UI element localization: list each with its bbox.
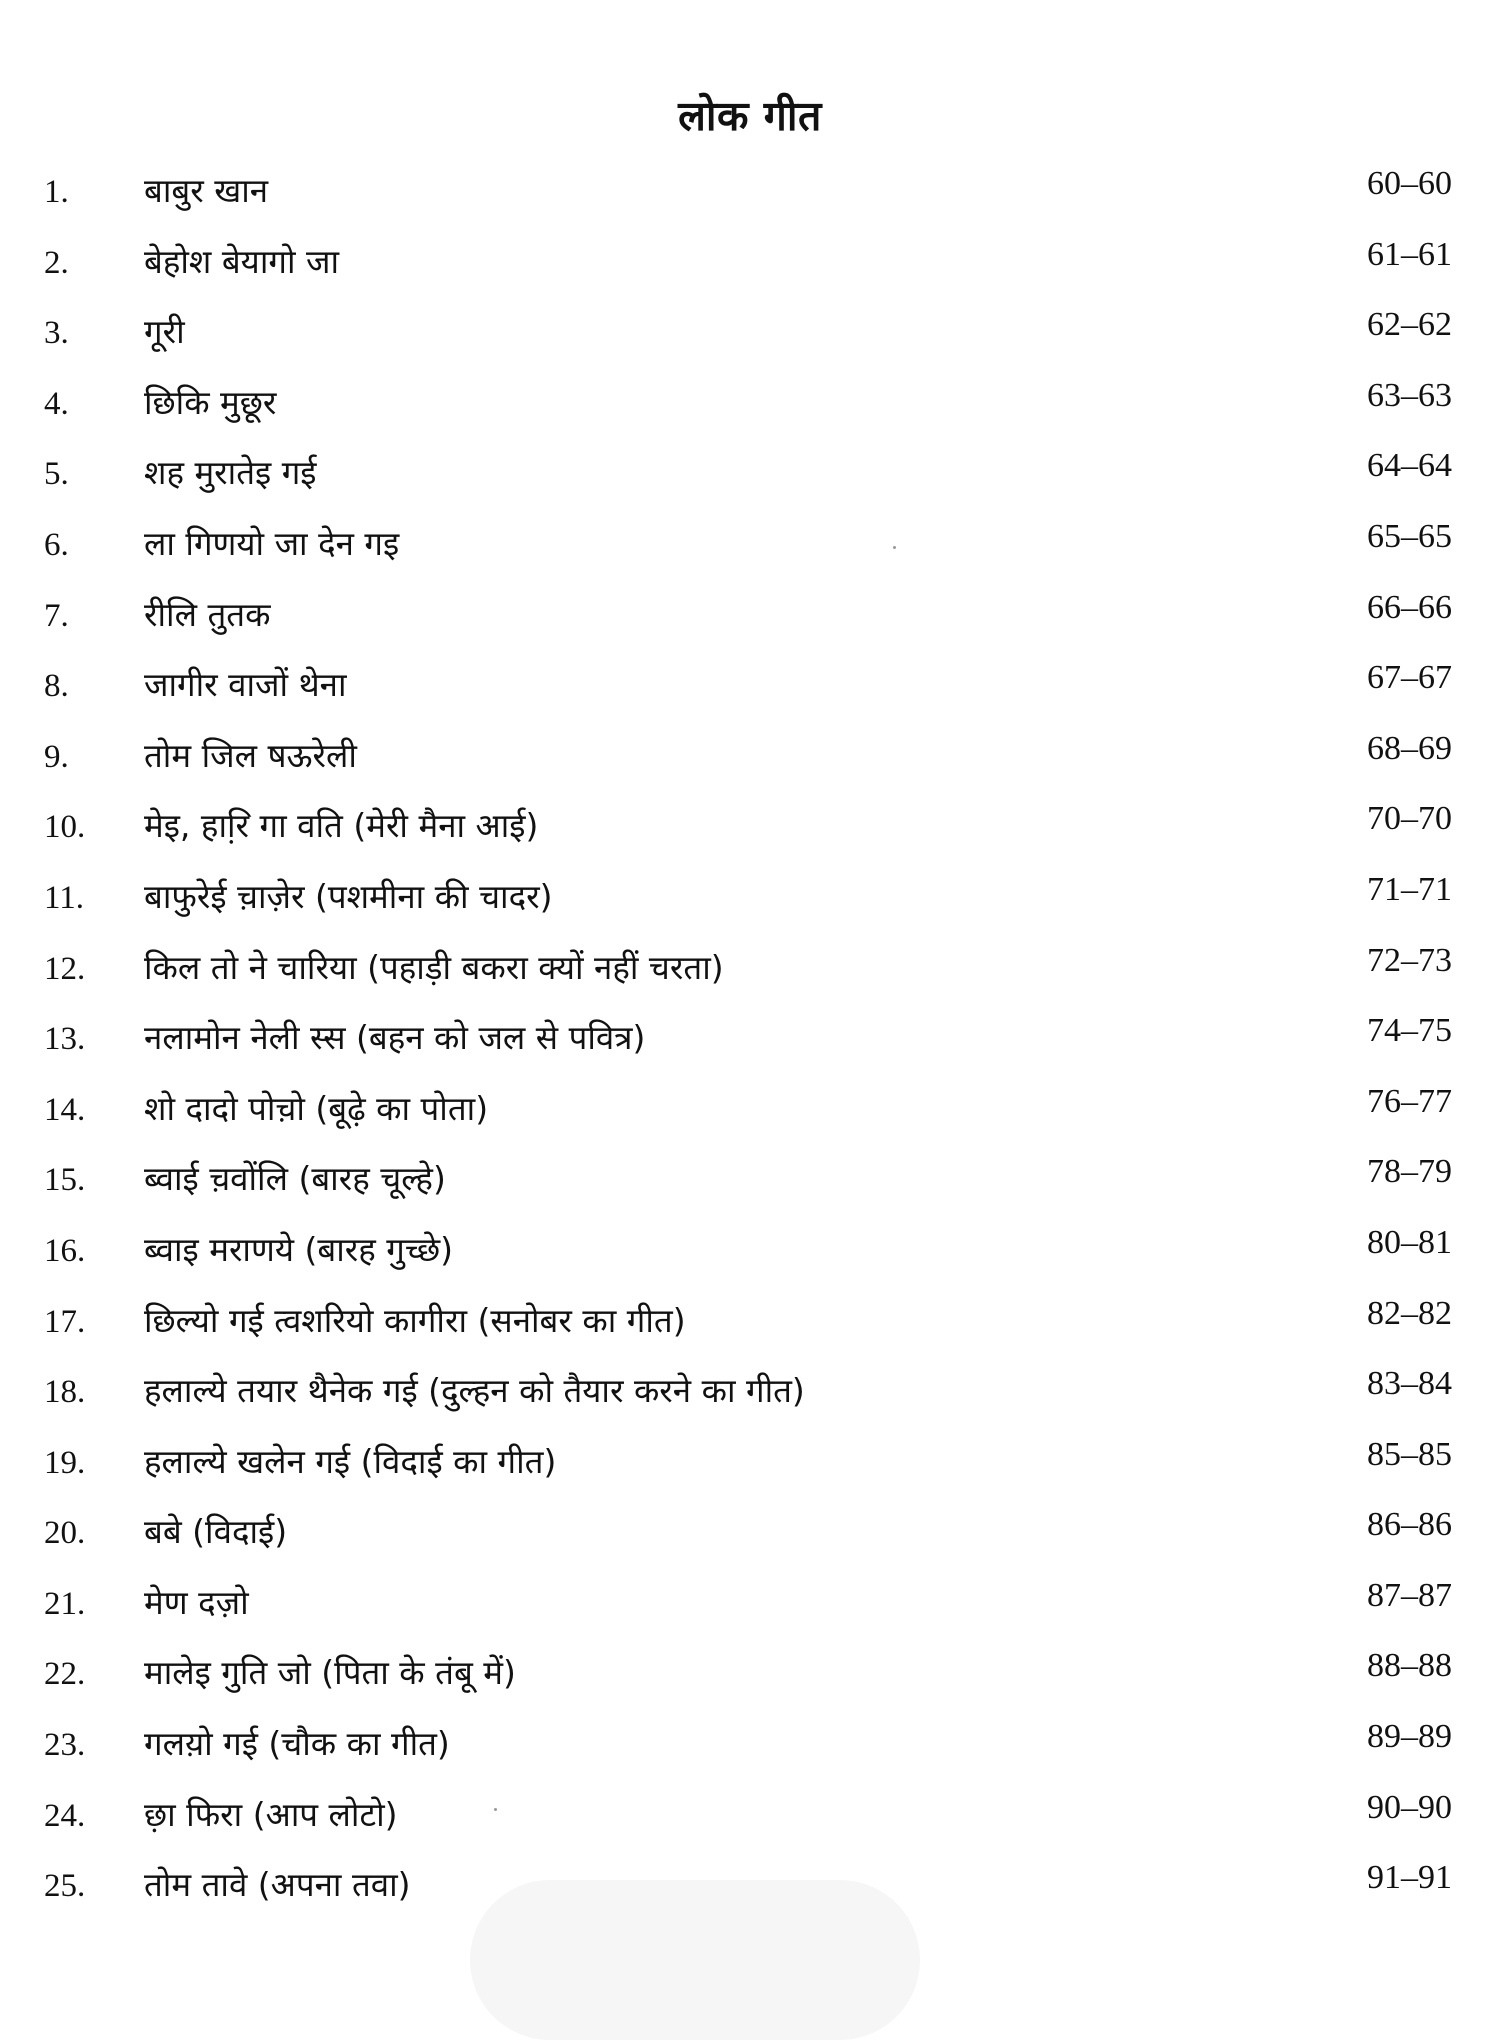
toc-entry <box>0 1001 1500 1072</box>
entry-page-range: 90–90 <box>1367 1788 1452 1826</box>
entry-number: 8. <box>44 668 69 705</box>
entry-number: 25. <box>44 1868 86 1905</box>
entry-title: जागीर वाजों थेना <box>144 665 347 705</box>
entry-title: छिकि मुछूर <box>144 382 277 422</box>
entry-page-range: 60–60 <box>1367 165 1452 202</box>
entry-number: 17. <box>44 1303 86 1340</box>
entry-number: 6. <box>44 526 69 563</box>
toc-entry <box>0 860 1500 931</box>
entry-number: 23. <box>44 1727 86 1764</box>
entry-page-range: 89–89 <box>1367 1718 1452 1756</box>
toc-entry <box>0 789 1500 860</box>
toc-entry <box>0 931 1500 1002</box>
entry-page-range: 80–81 <box>1367 1223 1452 1261</box>
entry-number: 9. <box>44 738 69 775</box>
entry-number: 12. <box>44 950 86 987</box>
entry-number: 20. <box>44 1515 86 1552</box>
entry-page-range: 71–71 <box>1367 870 1452 908</box>
entry-number: 5. <box>44 456 69 493</box>
toc-entry <box>0 1495 1500 1566</box>
entry-page-range: 65–65 <box>1367 517 1452 555</box>
entry-title: रीलि तुतक <box>144 594 271 634</box>
entry-number: 7. <box>44 597 69 634</box>
toc-entry <box>0 225 1500 296</box>
entry-number: 16. <box>44 1232 86 1269</box>
entry-title: ब्वाइ मराणये (बारह गुच्छे) <box>144 1229 453 1269</box>
entry-title: गलय़ो गई (चौक का गीत) <box>144 1724 450 1764</box>
entry-page-range: 91–91 <box>1367 1859 1452 1897</box>
entry-title: तोम जिल षऊरेली <box>144 735 357 775</box>
entry-number: 13. <box>44 1021 86 1058</box>
entry-title: किल तो ने चारिया (पहाड़ी बकरा क्यों नहीं चरता) <box>144 947 724 987</box>
entry-number: 4. <box>44 385 69 422</box>
entry-page-range: 87–87 <box>1367 1576 1452 1614</box>
entry-page-range: 64–64 <box>1367 447 1452 485</box>
entry-page-range: 82–82 <box>1367 1294 1452 1332</box>
entry-number: 15. <box>44 1162 86 1199</box>
entry-number: 22. <box>44 1656 86 1693</box>
entry-page-range: 63–63 <box>1367 376 1452 414</box>
entry-number: 3. <box>44 315 69 352</box>
entry-page-range: 66–66 <box>1367 588 1452 626</box>
toc-entry <box>0 295 1500 366</box>
entry-title: छिल्यो गई त्वशरियो कागीरा (सनोबर का गीत) <box>144 1300 686 1340</box>
page-title: लोक गीत <box>678 92 822 140</box>
entry-number: 21. <box>44 1585 86 1622</box>
entry-number: 24. <box>44 1797 86 1834</box>
entry-page-range: 83–84 <box>1367 1365 1452 1403</box>
entry-page-range: 72–73 <box>1367 941 1452 979</box>
entry-title: ब्वाई च़वोंलि (बारह चूल्हे) <box>144 1159 446 1199</box>
toc-entry <box>0 1284 1500 1355</box>
entry-title: छ़ा फिरा (आप लोटो) <box>144 1794 398 1834</box>
entry-page-range: 85–85 <box>1367 1435 1452 1473</box>
entry-page-range: 61–61 <box>1367 235 1452 273</box>
toc-entry <box>0 1566 1500 1637</box>
entry-title: शह मुरातेइ गई <box>144 453 317 493</box>
toc-entry <box>0 648 1500 719</box>
entry-number: 19. <box>44 1444 86 1481</box>
toc-entry <box>0 154 1500 225</box>
entry-page-range: 74–75 <box>1367 1012 1452 1050</box>
entry-title: बबे (विदाई) <box>144 1512 288 1552</box>
toc-entry <box>0 436 1500 507</box>
toc-entry <box>0 1072 1500 1143</box>
entry-page-range: 70–70 <box>1367 800 1452 838</box>
entry-page-range: 68–69 <box>1367 729 1452 767</box>
entry-number: 1. <box>44 174 69 210</box>
entry-number: 2. <box>44 244 69 281</box>
entry-title: हलाल्ये तयार थैनेक गई (दुल्हन को तैयार करने का गीत) <box>144 1371 805 1411</box>
toc-entry <box>0 719 1500 790</box>
toc-entry <box>0 1707 1500 1778</box>
entry-title: बेहोश बेयागो जा <box>144 241 340 281</box>
entry-page-range: 67–67 <box>1367 659 1452 697</box>
entry-title: बाबुर खान <box>144 171 269 210</box>
entry-title: मेइ, हारि़ गा वति (मेरी मैना आई) <box>144 806 539 846</box>
entry-page-range: 86–86 <box>1367 1506 1452 1544</box>
toc-entry <box>0 1778 1500 1849</box>
entry-page-range: 62–62 <box>1367 306 1452 344</box>
entry-title: तोम तावे (अपना तवा) <box>144 1865 411 1905</box>
table-of-contents <box>0 154 1500 1919</box>
entry-number: 11. <box>44 879 85 916</box>
toc-entry <box>0 1425 1500 1496</box>
entry-number: 14. <box>44 1091 86 1128</box>
toc-entry <box>0 507 1500 578</box>
entry-number: 18. <box>44 1374 86 1411</box>
entry-title: ला गिणयो जा देन गइ <box>144 523 400 563</box>
entry-page-range: 76–77 <box>1367 1082 1452 1120</box>
toc-entry <box>0 1354 1500 1425</box>
toc-entry <box>0 1142 1500 1213</box>
toc-entry <box>0 1636 1500 1707</box>
entry-title: शो दादो पोच़ो (बूढ़े का पोता) <box>144 1088 489 1128</box>
entry-title: हलाल्ये खलेन गई (विदाई का गीत) <box>144 1441 557 1481</box>
entry-number: 10. <box>44 809 86 846</box>
entry-title: मालेइ गुति जो (पिता के तंबू में) <box>144 1653 516 1693</box>
entry-title: गूरी <box>144 312 185 352</box>
toc-entry <box>0 1848 1500 1919</box>
toc-entry <box>0 366 1500 437</box>
entry-title: नलामोन नेली स्स (बहन को जल से पवित्र) <box>144 1018 646 1058</box>
toc-entry <box>0 578 1500 649</box>
entry-page-range: 88–88 <box>1367 1647 1452 1685</box>
toc-entry <box>0 1213 1500 1284</box>
entry-page-range: 78–79 <box>1367 1153 1452 1191</box>
entry-title: मेण दज़ो <box>144 1582 249 1622</box>
entry-title: बाफुरेई च़ाज़ेर (पशमीना की चादर) <box>144 876 553 916</box>
